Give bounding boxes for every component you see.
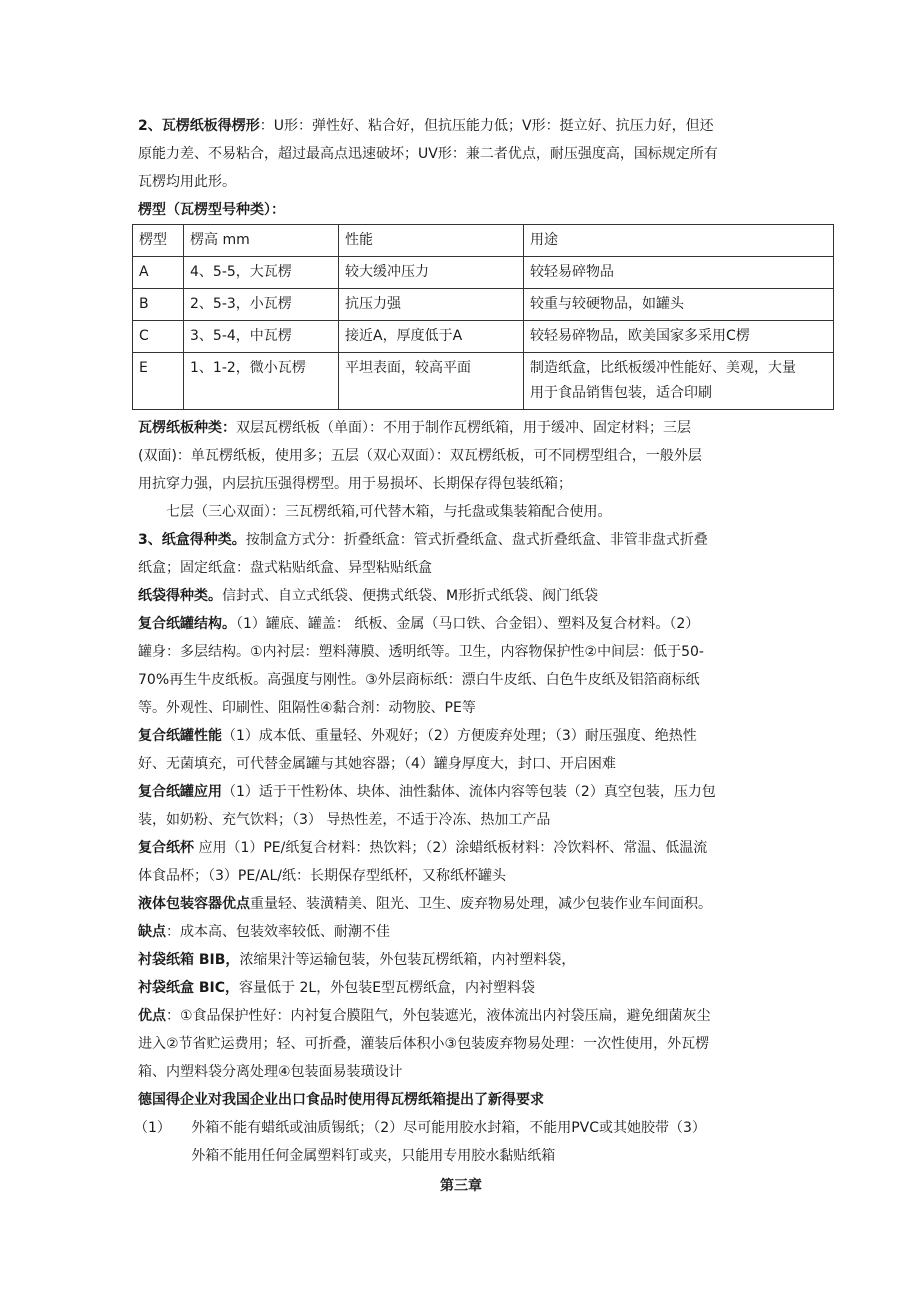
table-cell: 较重与较硬物品，如罐头 [524,289,834,321]
text: ：成本高、包装效率较低、耐潮不佳 [166,924,390,940]
table-cell-line: 用于食品销售包装，适合印刷 [530,385,712,401]
flute-type-table [132,224,834,410]
section-pros [138,1002,784,1086]
text: 用抗穿力强，内层抗压强得楞型。用于易损坏、长期保存得包装纸箱； [138,476,572,492]
text: 信封式、自立式纸袋、便携式纸袋、M形折式纸袋、阀门纸袋 [222,588,599,604]
section-can-performance [138,722,784,778]
table-row [133,353,834,410]
section-cup [138,834,784,890]
text: （1）成本低、重量轻、外观好；（2）方便废弃处理；（3）耐压强度、绝热性 [222,728,697,744]
section-corrugation-shape [138,112,784,196]
table-row [133,289,834,321]
section-title: 复合纸罐应用 [138,784,222,800]
section-title: 瓦楞纸板种类： [138,420,236,436]
section-title: 衬袋纸箱 BIB， [138,952,240,968]
document-page [134,112,796,1200]
table-cell: A [133,257,184,289]
table-cell: 接近A，厚度低于A [339,321,524,353]
table-cell: C [133,321,184,353]
text: 罐身：多层结构。①内衬层：塑料薄膜、透明纸等。卫生，内容物保护性②中间层：低于50- [138,644,704,660]
section-title: 德国得企业对我国企业出口食品时使用得瓦楞纸箱提出了新得要求 [138,1092,544,1108]
text: 纸盒；固定纸盒：盘式粘贴纸盒、异型粘贴纸盒 [138,560,432,576]
text: 箱、内塑料袋分离处理④包装面易装璜设计 [138,1064,403,1080]
text: （1）适于干性粉体、块体、油性黏体、流体内容等包装（2）真空包装，压力包 [222,784,716,800]
text: 外箱不能用任何金属塑料钉或夹，只能用专用胶水黏贴纸箱 [191,1148,556,1164]
section-title: 优点 [138,1008,166,1024]
section-title: 复合纸罐性能 [138,728,222,744]
text: 双层瓦楞纸板（单面）：不用于制作瓦楞纸箱，用于缓冲、固定材料；三层 [236,420,691,436]
section-title: 纸袋得种类。 [138,588,222,604]
section-bag [138,582,784,610]
text: 容量低于 2L，外包装E型瓦楞纸盒，内衬塑料袋 [239,980,536,996]
section-can-structure [138,610,784,722]
text: 七层（三心双面）：三瓦楞纸箱,可代替木箱，与托盘或集装箱配合使用。 [166,504,612,520]
section-bic [138,974,784,1002]
section-title: 复合纸罐结构。 [138,616,236,632]
text: ：U形：弹性好、粘合好，但抗压能力低；V形：挺立好、抗压力好，但还 [259,118,714,134]
table-cell: 2、5-3，小瓦楞 [184,289,339,321]
table-cell: 较大缓冲压力 [339,257,524,289]
text: 进入②节省贮运费用；轻、可折叠，灌装后体积小③包装废弃物易处理：一次性使用，外瓦楞 [138,1036,710,1052]
text: 瓦楞均用此形。 [138,174,236,190]
text: 70%再生牛皮纸板。高强度与刚性。③外层商标纸：漂白牛皮纸、白色牛皮纸及铝箔商标纸 [138,672,700,688]
text: 浓缩果汁等运输包装，外包装瓦楞纸箱，内衬塑料袋， [239,952,576,968]
text: ：①食品保护性好：内衬复合膜阻气，外包装遮光，液体流出内衬袋压扁，避免细菌灰尘 [166,1008,711,1024]
text: 等。外观性、印刷性、阻隔性④黏合剂：动物胶、PE等 [138,700,476,716]
section-title: 3、纸盒得种类。 [138,532,246,548]
text: 好、无菌填充，可代替金属罐与其她容器；（4）罐身厚度大，封口、开启困难 [138,756,616,772]
section-can-application [138,778,784,834]
table-header-cell: 楞高 mm [184,225,339,257]
section-bib [138,946,784,974]
table-title: 楞型（瓦楞型号种类）： [138,202,285,218]
table-cell: B [133,289,184,321]
section-german-requirements [134,1086,784,1170]
table-header-cell: 楞型 [133,225,184,257]
section-title: 缺点 [138,924,166,940]
text: 按制盒方式分：折叠纸盒：管式折叠纸盒、盘式折叠纸盒、非管非盘式折叠 [245,532,708,548]
text: （1）罐底、罐盖： 纸板、金属（马口铁、合金铝）、塑料及复合材料。（2） [236,616,700,632]
section-liquid-container [138,890,784,918]
section-cons [138,918,784,946]
section-title: 衬袋纸盒 BIC， [138,980,240,996]
table-row [133,321,834,353]
table-cell: 抗压力强 [339,289,524,321]
table-cell: 较轻易碎物品，欧美国家多采用C楞 [524,321,834,353]
table-cell [524,353,834,410]
list-item [134,1114,784,1170]
text: 装，如奶粉、充气饮料；（3） 导热性差，不适于冷冻、热加工产品 [138,812,551,828]
text: 应用（1）PE/纸复合材料：热饮料；（2）涂蜡纸板材料：冷饮料杯、常温、低温流 [194,840,708,856]
table-header-row [133,225,834,257]
table-cell: 3、5-4，中瓦楞 [184,321,339,353]
table-cell: 较轻易碎物品 [524,257,834,289]
list-number: （1） [134,1120,171,1136]
table-cell: 1、1-2，微小瓦楞 [184,353,339,410]
text: (双面)：单瓦楞纸板，使用多；五层（双心双面）：双瓦楞纸板，可不同楞型组合，一般外层 [138,448,702,464]
chapter-heading: 第三章 [440,1178,482,1194]
section-title: 复合纸杯 [138,840,194,856]
table-cell: E [133,353,184,410]
table-cell: 4、5-5，大瓦楞 [184,257,339,289]
table-cell-line: 制造纸盒，比纸板缓冲性能好、美观，大量 [530,360,796,376]
table-header-cell: 用途 [524,225,834,257]
text: 体食品杯；（3）PE/AL/纸：长期保存型纸杯，又称纸杯罐头 [138,868,507,884]
table-row [133,257,834,289]
section-title: 2、瓦楞纸板得楞形 [138,118,260,134]
section-board-types [138,414,784,526]
table-header-cell: 性能 [339,225,524,257]
text: 原能力差、不易粘合，超过最高点迅速破坏；UV形：兼二者优点，耐压强度高，国标规定所有 [138,146,718,162]
text: 重量轻、装潢精美、阻光、卫生、废弃物易处理，减少包装作业车间面积。 [250,896,712,912]
section-title: 液体包装容器优点 [138,896,250,912]
text: 外箱不能有蜡纸或油质锡纸；（2）尽可能用胶水封箱，不能用PVC或其她胶带（3） [191,1120,706,1136]
table-cell: 平坦表面，较高平面 [339,353,524,410]
section-carton [138,526,784,582]
